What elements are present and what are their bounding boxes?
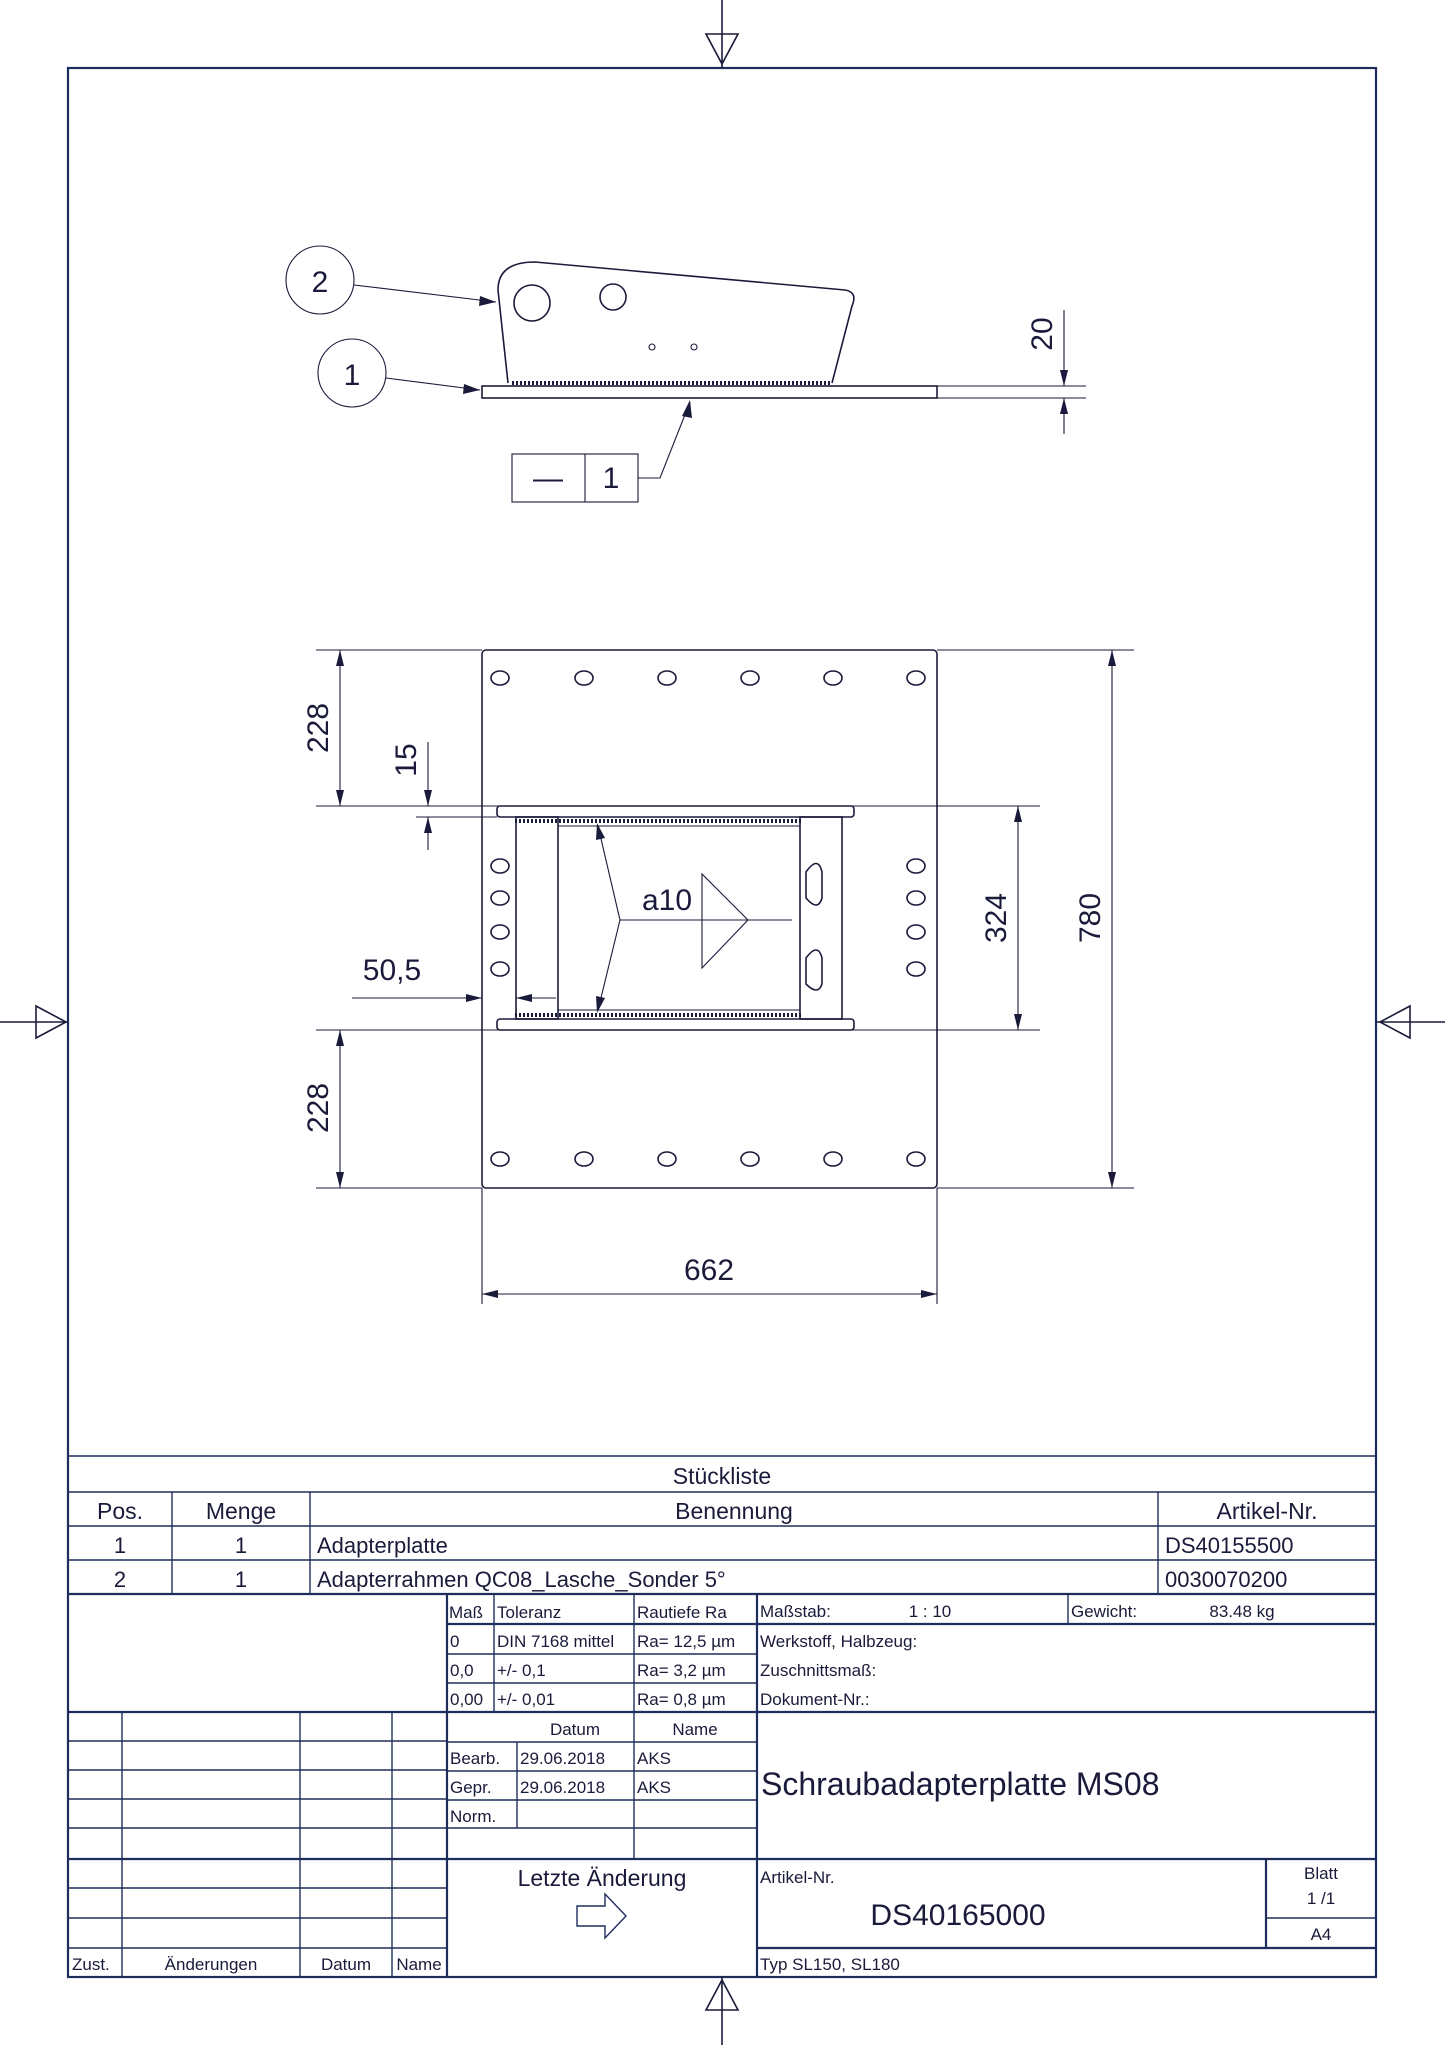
fcf-value: 1 [602,462,620,495]
parts-row-2-pos: 2 [113,1567,127,1592]
approval-row-2-role: Gepr. [450,1778,492,1797]
article-label: Artikel-Nr. [760,1868,835,1887]
approval-row-2-date: 29.06.2018 [520,1778,606,1797]
approval-row-3-role: Norm. [450,1807,497,1826]
approval-row-1-date: 29.06.2018 [520,1749,606,1768]
lug-hole-large [514,285,550,321]
sheet-format: A4 [1310,1925,1332,1944]
top-view-plate [482,650,937,1188]
rev-header-aenderungen: Änderungen [164,1955,258,1974]
dim-plate-height: 780 [1074,892,1107,944]
parts-header-pos: Pos. [96,1498,144,1524]
weight-value: 83.48 kg [1209,1602,1275,1621]
rev-header-zust: Zust. [72,1955,110,1974]
doc-number-label: Dokument-Nr.: [760,1690,870,1709]
last-change-label: Letzte Änderung [517,1865,687,1891]
dim-flange: 15 [390,743,423,777]
tol-row-3-mass: 0,00 [450,1690,484,1709]
parts-row-1-article: DS40155500 [1165,1533,1294,1558]
tol-header-toleranz: Toleranz [497,1603,562,1622]
scale-value: 1 : 10 [908,1602,952,1621]
tol-header-mass: Maß [449,1603,483,1622]
dim-frame-inset: 50,5 [362,954,422,987]
fcf-symbol: — [533,462,563,495]
parts-row-1-name: Adapterplatte [317,1533,448,1558]
tol-row-2-mass: 0,0 [450,1661,474,1680]
bolt-holes [491,671,925,1166]
dim-bottom-offset: 228 [302,1082,335,1134]
parts-header-name: Benennung [675,1498,793,1524]
approval-row-1-role: Bearb. [450,1749,501,1768]
side-view-lug [498,262,854,383]
lug-hole-small [600,284,626,310]
scale-label: Maßstab: [760,1602,831,1621]
material-label: Werkstoff, Halbzeug: [760,1632,918,1651]
parts-row-1-pos: 1 [113,1533,127,1558]
arrow-right-icon [577,1894,626,1938]
type-label: Typ SL150, SL180 [760,1955,900,1974]
parts-header-qty: Menge [205,1498,277,1524]
dim-plate-thickness: 20 [1026,317,1059,351]
top-view [302,650,1134,1304]
parts-header-article: Artikel-Nr. [1216,1498,1318,1524]
parts-list-title: Stückliste [672,1463,772,1489]
parts-list [68,1456,1376,1594]
tol-row-1-mass: 0 [450,1632,460,1651]
sheet-label: Blatt [1303,1864,1339,1883]
approval-row-1-name: AKS [637,1749,672,1768]
approval-header-name: Name [672,1720,718,1739]
dim-frame-height: 324 [980,892,1013,944]
rev-header-datum: Datum [320,1955,372,1974]
drawing-title: Schraubadapterplatte MS08 [761,1766,1160,1802]
tol-row-2-tol: +/- 0,1 [497,1661,546,1680]
tol-row-2-ra: Ra= 3,2 µm [637,1661,726,1680]
dim-plate-width: 662 [683,1254,735,1287]
cut-label: Zuschnittsmaß: [760,1661,877,1680]
rev-header-name: Name [396,1955,442,1974]
dim-top-offset: 228 [302,702,335,754]
parts-row-2-name: Adapterrahmen QC08_Lasche_Sonder 5° [317,1567,726,1592]
article-number: DS40165000 [870,1899,1046,1932]
tol-row-3-ra: Ra= 0,8 µm [637,1690,726,1709]
tol-header-rautiefe: Rautiefe Ra [637,1603,727,1622]
parts-row-2-article: 0030070200 [1165,1567,1288,1592]
side-view-base-plate [482,386,937,398]
weight-label: Gewicht: [1071,1602,1138,1621]
sheet-value: 1 /1 [1306,1889,1336,1908]
weld-symbol [596,823,792,1013]
balloon-2-label: 2 [311,266,329,299]
parts-row-2-qty: 1 [234,1567,248,1592]
title-block [68,1594,1376,1977]
balloon-1-label: 1 [343,359,361,392]
approval-header-datum: Datum [549,1720,601,1739]
adapter-frame [497,806,854,1030]
tol-row-1-tol: DIN 7168 mittel [497,1632,615,1651]
tol-row-1-ra: Ra= 12,5 µm [637,1632,736,1651]
approval-row-2-name: AKS [637,1778,672,1797]
weld-label: a10 [641,884,693,917]
tol-row-3-tol: +/- 0,01 [497,1690,556,1709]
side-view [286,246,1086,502]
parts-row-1-qty: 1 [234,1533,248,1558]
